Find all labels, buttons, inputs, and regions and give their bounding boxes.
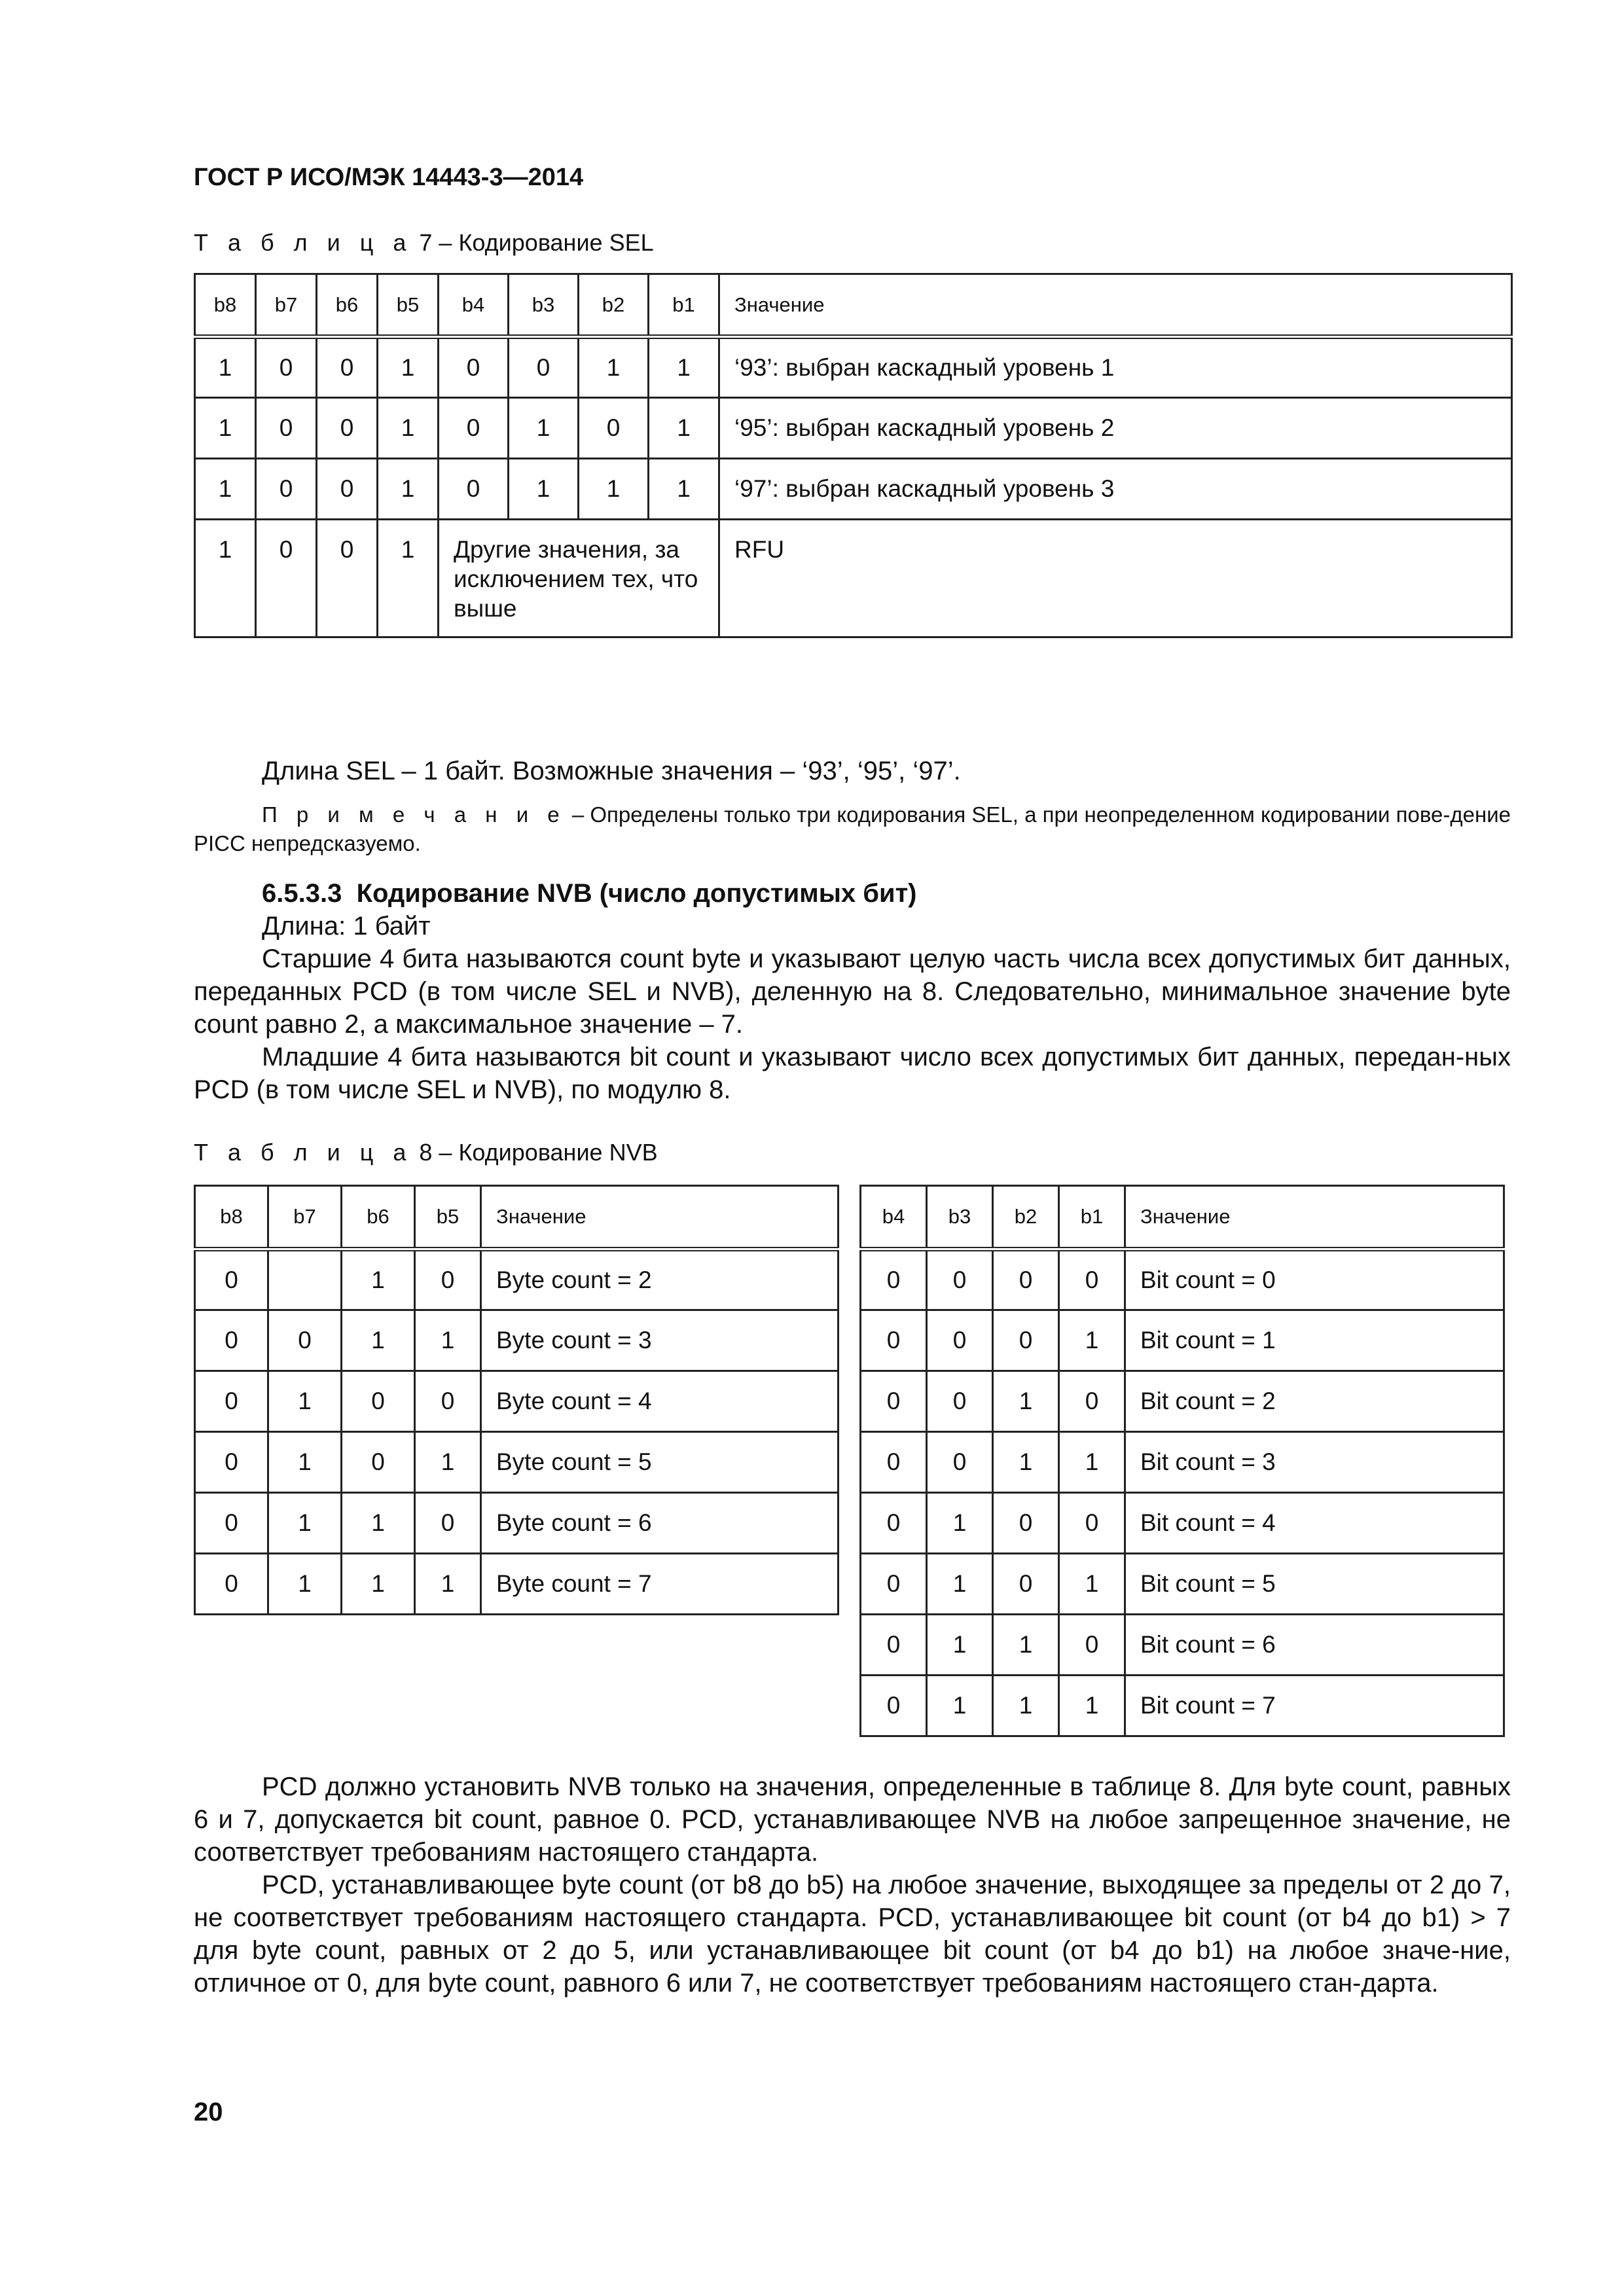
bit-cell: 1 (195, 459, 256, 520)
table7-caption-prefix: Т а б л и ц а (194, 229, 413, 256)
nvb-bit-count-table (859, 1185, 1505, 1737)
other-values-cell: Другие значения, за исключением тех, что выше (439, 520, 719, 637)
bit-cell: 0 (342, 1432, 415, 1493)
bit-cell: 1 (342, 1310, 415, 1371)
nvb-byte-count-table (194, 1185, 839, 1615)
bit-cell: 1 (378, 398, 439, 459)
bit-cell: 1 (342, 1554, 415, 1615)
bit-cell: 1 (378, 459, 439, 520)
section-heading (262, 877, 917, 910)
header-cell-b2: b2 (579, 274, 649, 337)
bit-cell: 0 (256, 520, 317, 637)
bit-cell: 0 (509, 337, 579, 398)
bit-cell: 1 (342, 1493, 415, 1554)
bit-cell: 1 (993, 1676, 1059, 1736)
bit-cell: 0 (439, 459, 509, 520)
bit-cell: 0 (993, 1554, 1059, 1615)
value-cell: Bit count = 4 (1125, 1493, 1504, 1554)
bit-cell: 0 (861, 1554, 927, 1615)
bit-cell: 0 (861, 1493, 927, 1554)
bit-cell: 0 (927, 1432, 993, 1493)
bit-cell: 0 (195, 1493, 268, 1554)
table-row (195, 1493, 839, 1554)
bit-cell: 0 (439, 398, 509, 459)
value-cell: Byte count = 2 (481, 1249, 839, 1310)
bit-cell: 1 (1059, 1310, 1125, 1371)
note-label: П р и м е ч а н и е (262, 802, 566, 827)
paragraph-4: PCD, устанавливающее byte count (от b8 до b5) на любое значение, выходящее за пределы от 2 до 7, не соответствует требованиям настоящего стандарта. PCD, устанавливающее bit count (от b4 до b1) > 7 для byte count, равных от 2 до 5, или устанавливающее bit count (от b4 до b1) на любое значе-ние, отличное от 0, для byte count, равного 6 или 7, не соответствует требованиям настоящего стан-дарта. (194, 1871, 1511, 1998)
bit-cell: 0 (861, 1310, 927, 1371)
bit-cell: 1 (993, 1432, 1059, 1493)
bit-cell: 1 (378, 337, 439, 398)
value-cell: ‘97’: выбран каскадный уровень 3 (719, 459, 1512, 520)
bit-cell: 1 (509, 459, 579, 520)
bit-cell: 0 (256, 398, 317, 459)
bit-cell: 0 (927, 1310, 993, 1371)
section-paragraph-2: Младшие 4 бита называются bit count и указывают число всех допустимых бит данных, передан-ных PCD (в том числе SEL и NVB), по модулю 8. (194, 1043, 1511, 1104)
table-row (861, 1249, 1504, 1310)
value-cell: ‘93’: выбран каскадный уровень 1 (719, 337, 1512, 398)
bit-cell: 0 (195, 1249, 268, 1310)
bit-cell: 1 (268, 1493, 342, 1554)
bit-cell: 1 (1059, 1554, 1125, 1615)
paragraph-3: PCD должно установить NVB только на значения, определенные в таблице 8. Для byte count, равных 6 и 7, допускается bit count, равное 0. PCD, устанавливающее NVB на любое запрещенное значение, не соответствует требованиям настоящего стандарта. (194, 1772, 1511, 1867)
document-header: ГОСТ Р ИСО/МЭК 14443-3—2014 (194, 164, 584, 191)
bit-cell: 1 (195, 398, 256, 459)
bit-cell: 0 (861, 1676, 927, 1736)
table-row (195, 398, 1512, 459)
bit-cell: 1 (268, 1371, 342, 1432)
bit-cell: 1 (993, 1371, 1059, 1432)
bit-cell: 1 (509, 398, 579, 459)
bit-cell: 0 (1059, 1371, 1125, 1432)
bit-cell: 0 (268, 1310, 342, 1371)
sel-length-text: Длина SEL – 1 байт. Возможные значения – ‘93’, ‘95’, ‘97’. (262, 757, 961, 785)
table7-caption (194, 229, 654, 257)
bit-cell: 1 (1059, 1676, 1125, 1736)
value-cell: Byte count = 3 (481, 1310, 839, 1371)
header-cell-value: Значение (481, 1186, 839, 1249)
value-cell: Byte count = 6 (481, 1493, 839, 1554)
bit-cell: 0 (861, 1249, 927, 1310)
table-row (195, 1371, 839, 1432)
bit-cell: 0 (579, 398, 649, 459)
bit-cell: 0 (195, 1310, 268, 1371)
table7-caption-title: 7 – Кодирование SEL (412, 229, 654, 256)
bit-cell: 1 (579, 459, 649, 520)
section-paragraph-1: Старшие 4 бита называются count byte и указывают целую часть числа всех допустимых бит данных, переданных PCD (в том числе SEL и NVB), деленную на 8. Следовательно, минимальное значение byte count равно 2, а максимальное значение – 7. (194, 944, 1511, 1039)
value-cell: Bit count = 6 (1125, 1615, 1504, 1676)
bit-cell: 1 (927, 1554, 993, 1615)
header-cell-b1: b1 (1059, 1186, 1125, 1249)
bit-cell: 0 (993, 1249, 1059, 1310)
bit-cell: 0 (195, 1432, 268, 1493)
table-row (195, 1554, 839, 1615)
bit-cell (268, 1249, 342, 1310)
value-cell: RFU (719, 520, 1512, 637)
bit-cell: 0 (317, 459, 378, 520)
bit-cell: 1 (195, 520, 256, 637)
page-number: 20 (194, 2098, 223, 2126)
table-row (861, 1310, 1504, 1371)
value-cell: Bit count = 5 (1125, 1554, 1504, 1615)
bit-cell: 0 (1059, 1615, 1125, 1676)
value-cell: Byte count = 4 (481, 1371, 839, 1432)
bit-cell: 1 (1059, 1432, 1125, 1493)
header-cell-b5: b5 (415, 1186, 481, 1249)
bit-cell: 1 (268, 1432, 342, 1493)
value-cell: Bit count = 7 (1125, 1676, 1504, 1736)
header-cell-b6: b6 (317, 274, 378, 337)
table-row (861, 1432, 1504, 1493)
bit-cell: 0 (256, 459, 317, 520)
section-number: 6.5.3.3 (262, 879, 342, 908)
bit-cell: 0 (317, 520, 378, 637)
table-header-row (861, 1186, 1504, 1249)
table8-caption-prefix: Т а б л и ц а (194, 1139, 413, 1166)
bit-cell: 0 (342, 1371, 415, 1432)
bit-cell: 1 (195, 337, 256, 398)
table-header-row (195, 274, 1512, 337)
table-row (861, 1676, 1504, 1736)
header-cell-b3: b3 (509, 274, 579, 337)
bit-cell: 0 (256, 337, 317, 398)
bit-cell: 1 (378, 520, 439, 637)
bit-cell: 0 (439, 337, 509, 398)
table-row (861, 1493, 1504, 1554)
bit-cell: 1 (649, 398, 719, 459)
value-cell: Bit count = 2 (1125, 1371, 1504, 1432)
bit-cell: 0 (861, 1432, 927, 1493)
header-cell-value: Значение (1125, 1186, 1504, 1249)
value-cell: ‘95’: выбран каскадный уровень 2 (719, 398, 1512, 459)
table-row (861, 1554, 1504, 1615)
section-title: Кодирование NVB (число допустимых бит) (356, 879, 917, 908)
note (194, 800, 1511, 858)
bit-cell: 0 (317, 398, 378, 459)
bit-cell: 1 (649, 337, 719, 398)
value-cell: Byte count = 7 (481, 1554, 839, 1615)
bit-cell: 0 (415, 1493, 481, 1554)
bit-cell: 0 (1059, 1493, 1125, 1554)
table-row-other (195, 520, 1512, 637)
table-row (195, 1249, 839, 1310)
header-cell-b7: b7 (268, 1186, 342, 1249)
table-row (195, 459, 1512, 520)
bit-cell: 0 (317, 337, 378, 398)
header-cell-b8: b8 (195, 1186, 268, 1249)
bit-cell: 0 (861, 1371, 927, 1432)
bit-cell: 1 (415, 1432, 481, 1493)
bit-cell: 1 (649, 459, 719, 520)
header-cell-b4: b4 (439, 274, 509, 337)
header-cell-b5: b5 (378, 274, 439, 337)
bit-cell: 0 (927, 1249, 993, 1310)
header-cell-b2: b2 (993, 1186, 1059, 1249)
header-cell-value: Значение (719, 274, 1512, 337)
header-cell-b1: b1 (649, 274, 719, 337)
bit-cell: 0 (927, 1371, 993, 1432)
bit-cell: 0 (993, 1493, 1059, 1554)
bit-cell: 1 (927, 1615, 993, 1676)
note-text: – Определены только три кодирования SEL, а при неопределенном кодировании пове-дение PICC непредсказуемо. (194, 802, 1511, 855)
bit-cell: 1 (415, 1310, 481, 1371)
header-cell-b8: b8 (195, 274, 256, 337)
bit-cell: 1 (993, 1615, 1059, 1676)
header-cell-b6: b6 (342, 1186, 415, 1249)
bit-cell: 1 (579, 337, 649, 398)
bit-cell: 1 (927, 1676, 993, 1736)
value-cell: Byte count = 5 (481, 1432, 839, 1493)
bit-cell: 0 (861, 1615, 927, 1676)
sel-coding-table (194, 273, 1513, 638)
header-cell-b3: b3 (927, 1186, 993, 1249)
bit-cell: 0 (195, 1554, 268, 1615)
value-cell: Bit count = 3 (1125, 1432, 1504, 1493)
bit-cell: 0 (415, 1249, 481, 1310)
bit-cell: 1 (415, 1554, 481, 1615)
table-row (195, 1310, 839, 1371)
header-cell-b7: b7 (256, 274, 317, 337)
table-row (861, 1371, 1504, 1432)
bit-cell: 1 (268, 1554, 342, 1615)
bit-cell: 0 (415, 1371, 481, 1432)
bit-cell: 0 (195, 1371, 268, 1432)
bit-cell: 0 (1059, 1249, 1125, 1310)
table-row (195, 1432, 839, 1493)
table8-caption (194, 1139, 658, 1166)
bit-cell: 1 (342, 1249, 415, 1310)
value-cell: Bit count = 0 (1125, 1249, 1504, 1310)
section-length: Длина: 1 байт (262, 912, 431, 941)
table-row (861, 1615, 1504, 1676)
value-cell: Bit count = 1 (1125, 1310, 1504, 1371)
table8-caption-title: 8 – Кодирование NVB (412, 1139, 658, 1166)
bit-cell: 1 (927, 1493, 993, 1554)
header-cell-b4: b4 (861, 1186, 927, 1249)
table-row (195, 337, 1512, 398)
table-header-row (195, 1186, 839, 1249)
bit-cell: 0 (993, 1310, 1059, 1371)
